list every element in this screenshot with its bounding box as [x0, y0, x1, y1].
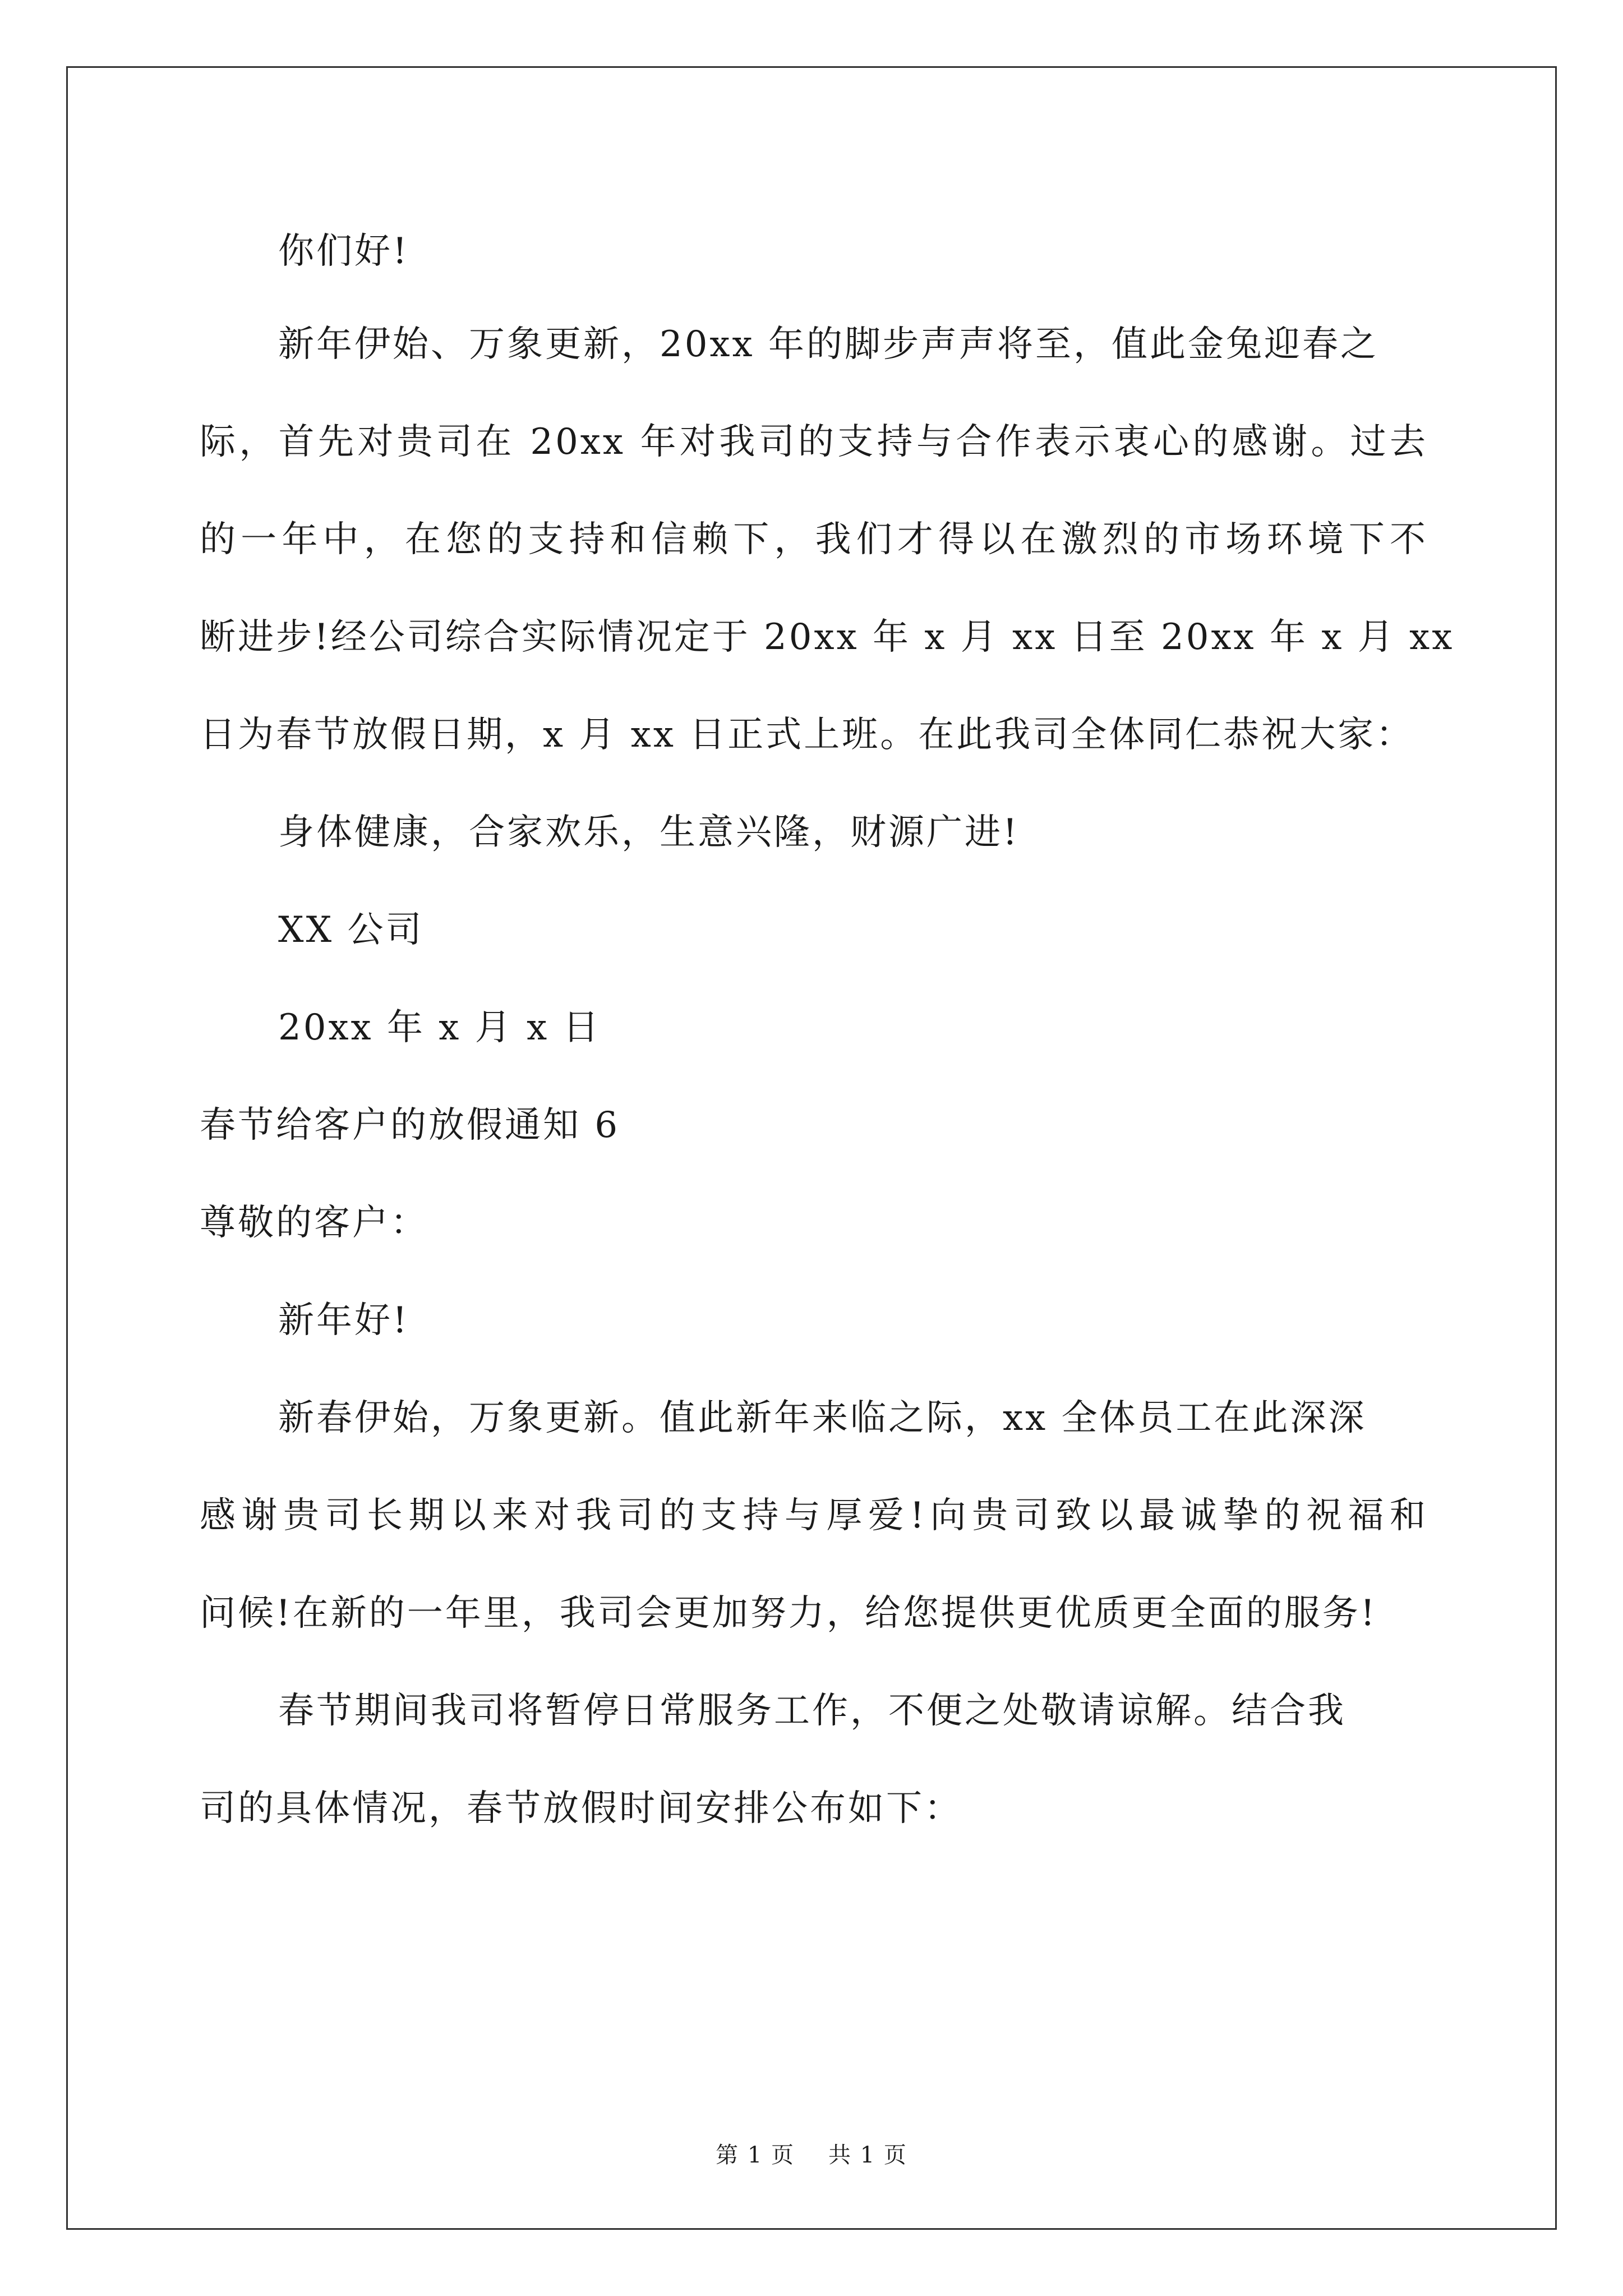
- paragraph-line: 司的具体情况，春节放假时间安排公布如下：: [200, 1788, 962, 1829]
- greeting-line: 你们好!: [278, 231, 409, 272]
- section-title: 春节给客户的放假通知 6: [200, 1105, 620, 1146]
- wishes-line: 身体健康，合家欢乐，生意兴隆，财源广进!: [278, 812, 1020, 853]
- paragraph-line: 新年伊始、万象更新，20xx 年的脚步声声将至，值此金兔迎春之: [278, 324, 1378, 365]
- page-number: 第 1 页: [716, 2142, 795, 2168]
- company-name: XX 公司: [278, 909, 424, 951]
- paragraph-line: 日为春节放假日期，x 月 xx 日正式上班。在此我司全体同仁恭祝大家：: [200, 714, 1414, 756]
- greeting-line: 新年好!: [278, 1300, 409, 1341]
- paragraph-line: 断进步!经公司综合实际情况定于 20xx 年 x 月 xx 日至 20xx 年 x 月 xx: [200, 616, 1455, 658]
- page-footer: [0, 2137, 1623, 2169]
- paragraph-line: 问候!在新的一年里，我司会更加努力，给您提供更优质更全面的服务!: [200, 1593, 1377, 1634]
- date-line: 20xx 年 x 月 x 日: [278, 1007, 601, 1048]
- paragraph-line: 感谢贵司长期以来对我司的支持与厚爱!向贵司致以最诚挚的祝福和: [200, 1495, 1428, 1536]
- paragraph-line: 的一年中，在您的支持和信赖下，我们才得以在激烈的市场环境下不: [200, 519, 1428, 560]
- salutation: 尊敬的客户：: [200, 1202, 428, 1244]
- paragraph-line: 新春伊始，万象更新。值此新年来临之际，xx 全体员工在此深深: [278, 1397, 1367, 1439]
- paragraph-line: 际，首先对贵司在 20xx 年对我司的支持与合作表示衷心的感谢。过去: [200, 421, 1428, 463]
- paragraph-line: 春节期间我司将暂停日常服务工作，不便之处敬请谅解。结合我: [278, 1690, 1346, 1732]
- page-total: 共 1 页: [828, 2142, 907, 2168]
